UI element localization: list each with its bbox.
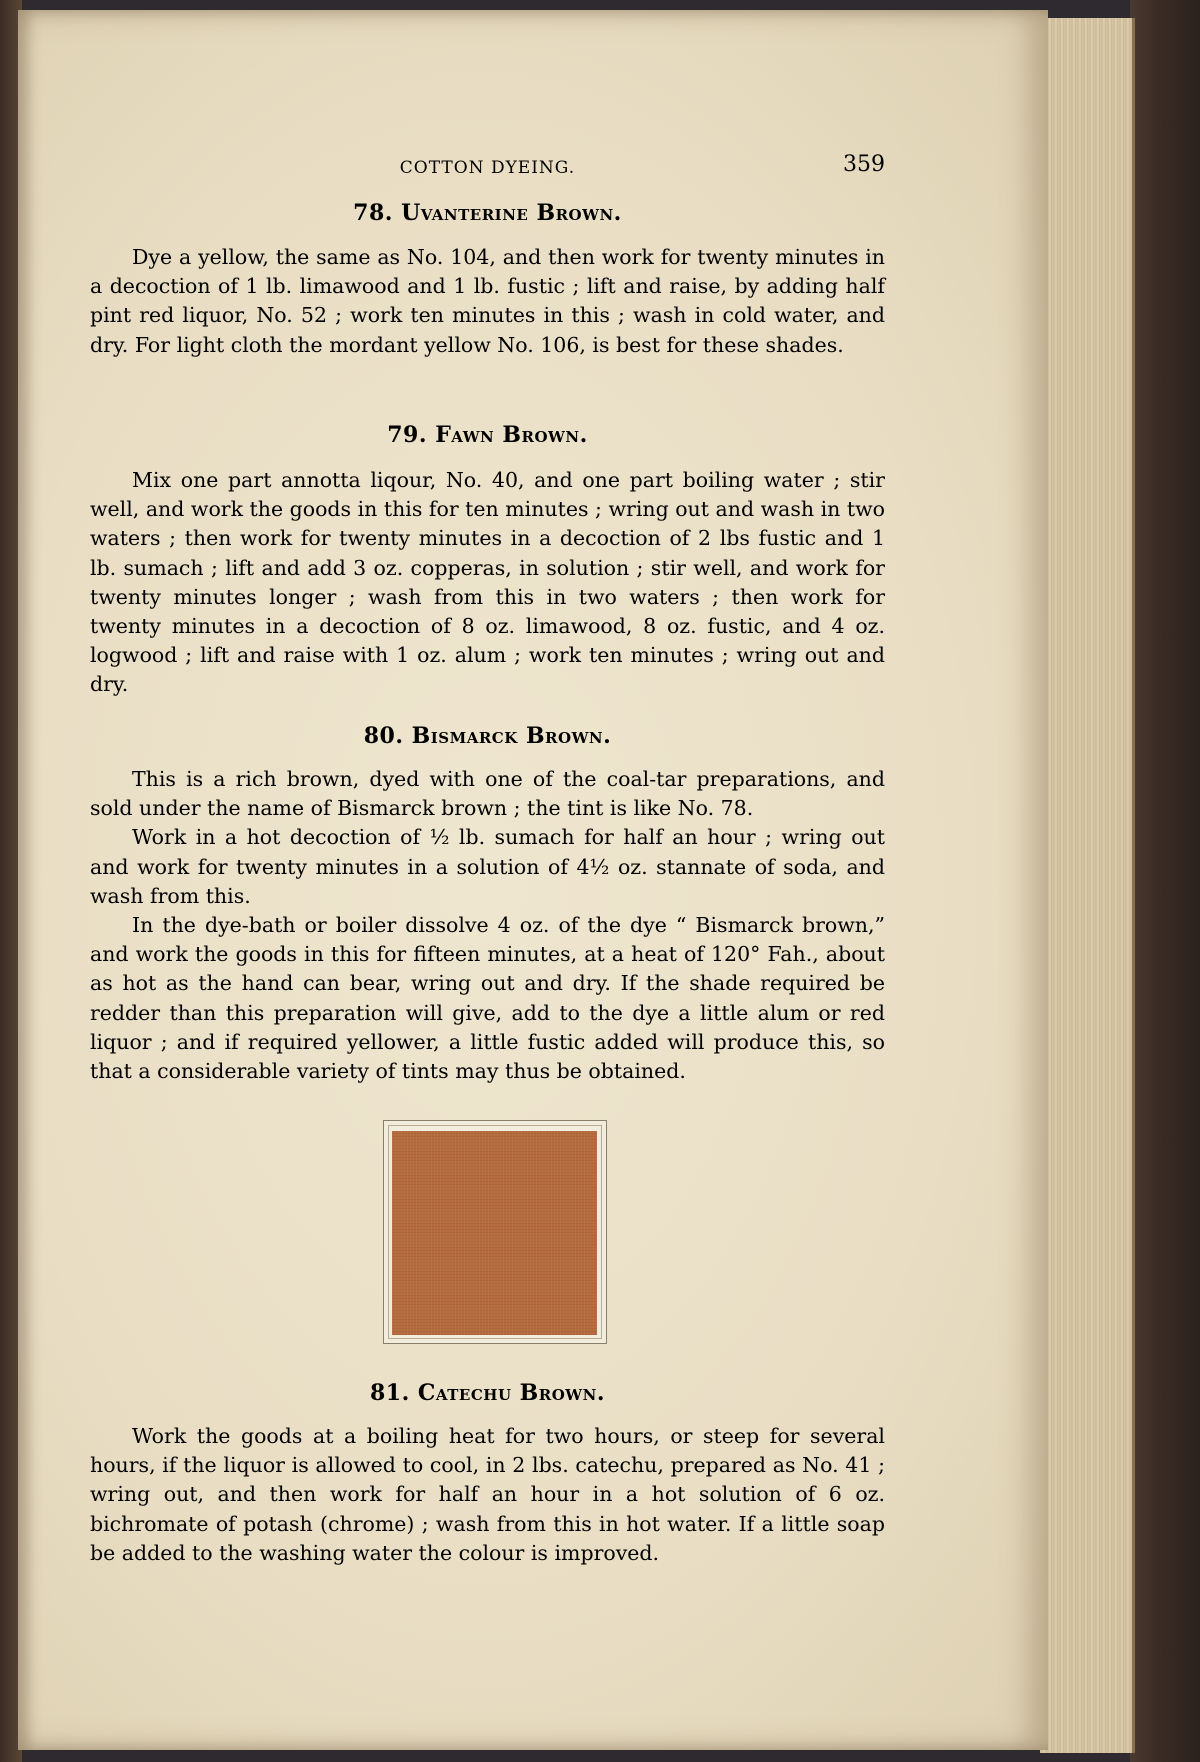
page-edges — [1040, 18, 1135, 1753]
paragraph: Mix one part annotta liqour, No. 40, and one part boiling water ; stir well, and work the goods in this for ten minutes ; wring out and wash in two waters ; then work for twenty minutes in a decoction of 2 lbs fustic and 1 lb. sumach ; lift and add 3 oz. copperas, in solution ; stir well, and work for twenty minutes longer ; wash from this in two waters ; then work for twenty minutes in a decoction of 8 oz. limawood, 8 oz. fustic, and 4 oz. logwood ; lift and raise with 1 oz. alum ; work ten minutes ; wring out and dry. — [90, 468, 885, 697]
paragraph: Work the goods at a boiling heat for two hours, or steep for several hours, if the liquor is allowed to cool, in 2 lbs. catechu, prepared as No. 41 ; wring out, and then work for half an hour in a hot solution of 6 oz. bichromate of potash (chrome) ; wash from this in hot water. If a little soap be added to the washing water the colour is improved. — [90, 1424, 885, 1565]
section-number: 78. — [353, 200, 393, 226]
section-title: Uvanterine Brown. — [401, 200, 622, 226]
dye-swatch — [392, 1131, 597, 1335]
section-number: 80. — [363, 723, 404, 749]
section-heading — [90, 723, 885, 749]
page-number: 359 — [843, 152, 885, 177]
section-81-body — [90, 1422, 885, 1568]
section-78-body — [90, 243, 885, 360]
section-number: 81. — [369, 1380, 410, 1406]
book-page — [18, 10, 1048, 1750]
section-80-body — [90, 765, 885, 1086]
running-head — [90, 150, 885, 178]
section-title: Fawn Brown. — [435, 422, 588, 448]
paragraph: In the dye-bath or boiler dissolve 4 oz. of the dye “ Bismarck brown,” and work the goods in this for fifteen minutes, at a heat of 120° Fah., about as hot as the hand can bear, wring out and dry. If the shade required be redder than this preparation will give, add to the dye a little alum or red liquor ; and if required yellower, a little fustic added will produce this, so that a considerable variety of tints may thus be obtained. — [90, 913, 885, 1084]
dye-swatch-mount — [383, 1120, 607, 1344]
section-number: 79. — [387, 422, 428, 448]
running-head-title: COTTON DYEING. — [399, 158, 576, 178]
paragraph: This is a rich brown, dyed with one of the coal-tar preparations, and sold under the name of Bismarck brown ; the tint is like No. 78. — [90, 767, 885, 821]
section-heading — [90, 200, 885, 226]
section-title: Bismarck Brown. — [411, 723, 612, 749]
section-79 — [90, 422, 885, 448]
paragraph: Work in a hot decoction of ½ lb. sumach for half an hour ; wring out and work for twenty minutes in a solution of 4½ oz. stannate of soda, and wash from this. — [90, 825, 885, 908]
section-80 — [90, 723, 885, 749]
section-78 — [90, 200, 885, 226]
section-title: Catechu Brown. — [417, 1380, 606, 1406]
section-79-body — [90, 466, 885, 700]
section-heading — [90, 1380, 885, 1406]
section-heading — [90, 422, 885, 448]
paragraph: Dye a yellow, the same as No. 104, and then work for twenty minutes in a decoction of 1 lb. limawood and 1 lb. fustic ; lift and raise, by adding half pint red liquor, No. 52 ; work ten minutes in this ; wash in cold water, and dry. For light cloth the mordant yellow No. 106, is best for these shades. — [90, 245, 885, 357]
book-cover-right — [1130, 0, 1200, 1762]
section-81 — [90, 1380, 885, 1406]
